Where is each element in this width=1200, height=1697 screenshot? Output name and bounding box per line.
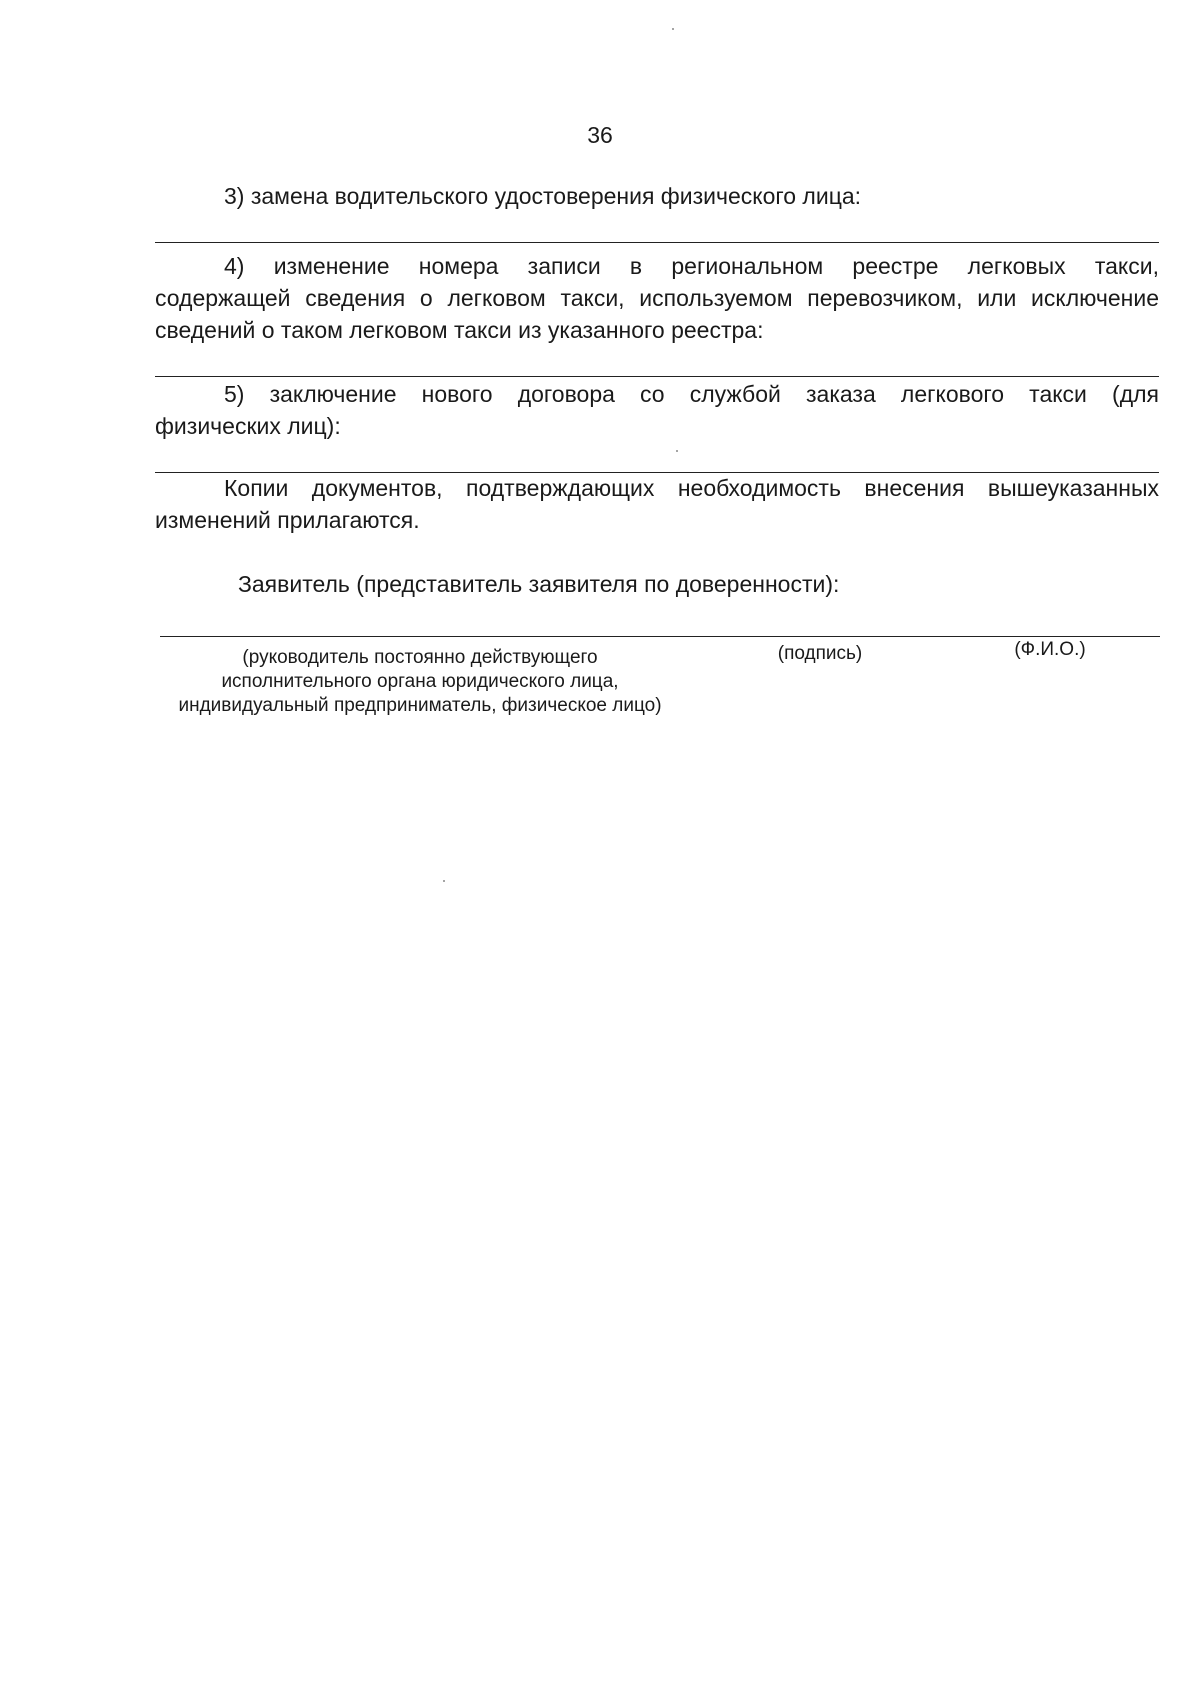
item-3-fill-line: [155, 242, 1159, 243]
page-number: 36: [587, 122, 613, 148]
role-caption-line-2: исполнительного органа юридического лица,: [221, 671, 619, 692]
applicant-signature-line: [160, 636, 1160, 637]
item-4-line-2: содержащей сведения о легковом такси, используемом перевозчиком, или исключение: [155, 285, 1159, 311]
item-4-line-3: сведений о таком легковом такси из указанного реестра:: [155, 317, 764, 343]
item-4-line-1: 4) изменение номера записи в региональном реестре легковых такси,: [224, 253, 1159, 279]
scan-speck: [443, 880, 445, 882]
scan-speck: [672, 28, 674, 30]
signature-caption: (подпись): [777, 643, 863, 664]
attachments-line-2: изменений прилагаются.: [155, 507, 420, 533]
item-5-line-2: физических лиц):: [155, 413, 341, 439]
item-3-text: 3) замена водительского удостоверения физического лица:: [224, 183, 862, 209]
name-caption: (Ф.И.О.): [1014, 639, 1086, 660]
applicant-label: Заявитель (представитель заявителя по доверенности):: [238, 571, 840, 597]
role-caption-line-1: (руководитель постоянно действующего: [242, 647, 598, 668]
item-4-fill-line: [155, 376, 1159, 377]
attachments-line-1: Копии документов, подтверждающих необходимость внесения вышеуказанных: [224, 475, 1159, 501]
item-5-line-1: 5) заключение нового договора со службой заказа легкового такси (для: [224, 381, 1159, 407]
role-caption-line-3: индивидуальный предприниматель, физическое лицо): [178, 695, 662, 716]
scan-speck: [676, 450, 678, 452]
